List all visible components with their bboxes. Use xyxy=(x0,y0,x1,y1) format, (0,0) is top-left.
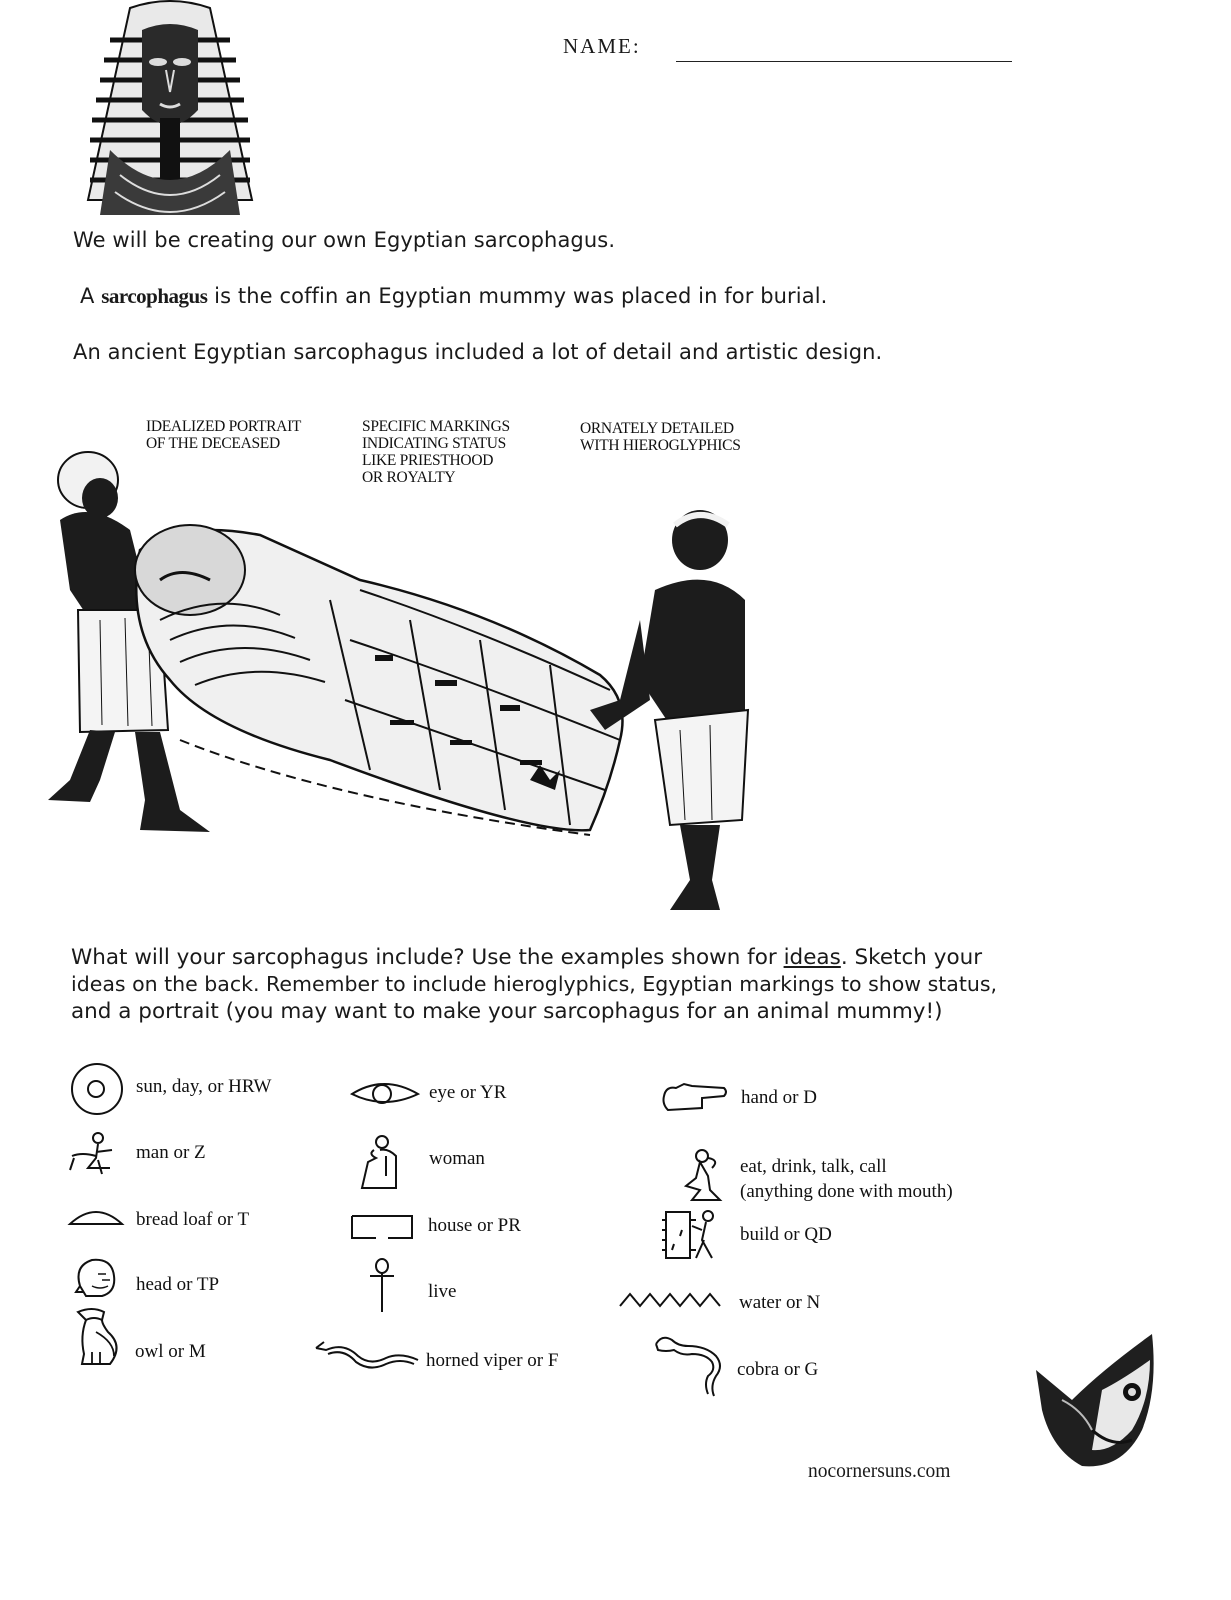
water-icon xyxy=(618,1290,724,1310)
caption-portrait-line: OF THE DECEASED xyxy=(146,435,280,452)
sarcophagus-term: sarcophagus xyxy=(101,284,208,308)
caption-portrait-line: IDEALIZED PORTRAIT xyxy=(146,418,302,435)
caption-markings-line: LIKE PRIESTHOOD xyxy=(362,452,494,469)
mouth-action-icon xyxy=(680,1146,724,1204)
question-line-3: and a portrait (you may want to make your sarcophagus for an animal mummy!) xyxy=(71,999,943,1024)
woman-icon xyxy=(358,1134,402,1190)
glyph-label-head: head or TP xyxy=(136,1274,220,1295)
name-label: NAME: xyxy=(563,34,641,58)
glyph-label-hand: hand or D xyxy=(741,1087,817,1108)
caption-markings-line: OR ROYALTY xyxy=(362,469,456,486)
name-field-line[interactable] xyxy=(676,59,1012,62)
intro-line-1: We will be creating our own Egyptian sarcophagus. xyxy=(73,228,616,252)
caption-markings-line: SPECIFIC MARKINGS xyxy=(362,418,510,435)
glyph-label-house: house or PR xyxy=(428,1215,521,1236)
glyph-label-eye: eye or YR xyxy=(429,1082,507,1103)
intro-line-2-prefix: A xyxy=(80,284,102,308)
question-line-1 xyxy=(71,944,982,971)
intro-line-3: An ancient Egyptian sarcophagus included a lot of detail and artistic design. xyxy=(73,340,883,364)
glyph-label-ankh: live xyxy=(428,1281,457,1302)
eye-icon xyxy=(350,1080,420,1108)
glyph-label-sun: sun, day, or HRW xyxy=(136,1076,272,1097)
ideas-underlined: ideas xyxy=(783,945,841,970)
glyph-label-cobra: cobra or G xyxy=(737,1359,819,1380)
man-icon xyxy=(68,1130,124,1180)
cat-head-image xyxy=(1032,1330,1164,1472)
ankh-icon xyxy=(368,1258,396,1314)
cobra-icon xyxy=(652,1332,728,1398)
website-footer: nocornersuns.com xyxy=(808,1461,951,1482)
glyph-label-mouth xyxy=(740,1154,953,1204)
question-line-2: ideas on the back. Remember to include hieroglyphics, Egyptian markings to show status, xyxy=(71,972,998,996)
question-line-1-a: What will your sarcophagus include? Use the examples shown for xyxy=(71,945,784,970)
right-carrier-figure xyxy=(590,510,748,910)
glyph-label-water: water or N xyxy=(739,1292,821,1313)
glyph-label-build: build or QD xyxy=(740,1224,832,1245)
horned-viper-icon xyxy=(314,1338,420,1372)
glyph-label-bread: bread loaf or T xyxy=(136,1209,250,1230)
bread-loaf-icon xyxy=(68,1206,124,1228)
intro-line-2 xyxy=(80,284,827,309)
head-icon xyxy=(72,1256,118,1302)
glyph-label-mouth-line-1: eat, drink, talk, call xyxy=(740,1156,887,1177)
owl-icon xyxy=(74,1306,126,1368)
glyph-label-mouth-line-2: (anything done with mouth) xyxy=(740,1181,953,1202)
caption-hieroglyphics-line: WITH HIEROGLYPHICS xyxy=(580,437,741,454)
question-line-1-b: . Sketch your xyxy=(840,945,983,970)
caption-hieroglyphics-line: ORNATELY DETAILED xyxy=(580,420,734,437)
glyph-label-owl: owl or M xyxy=(135,1341,206,1362)
pharaoh-mask-image xyxy=(70,0,270,218)
sarcophagus-coffin-figure xyxy=(135,525,623,835)
sun-icon xyxy=(70,1062,124,1116)
caption-markings-line: INDICATING STATUS xyxy=(362,435,506,452)
glyph-label-viper: horned viper or F xyxy=(426,1350,559,1371)
intro-line-2-rest: is the coffin an Egyptian mummy was placed in for burial. xyxy=(207,284,828,308)
house-icon xyxy=(348,1212,416,1242)
sarcophagus-carriers-illustration xyxy=(30,440,770,920)
glyph-label-woman: woman xyxy=(429,1148,485,1169)
hand-icon xyxy=(662,1080,728,1114)
glyph-label-man: man or Z xyxy=(136,1142,206,1163)
build-icon xyxy=(662,1206,722,1264)
